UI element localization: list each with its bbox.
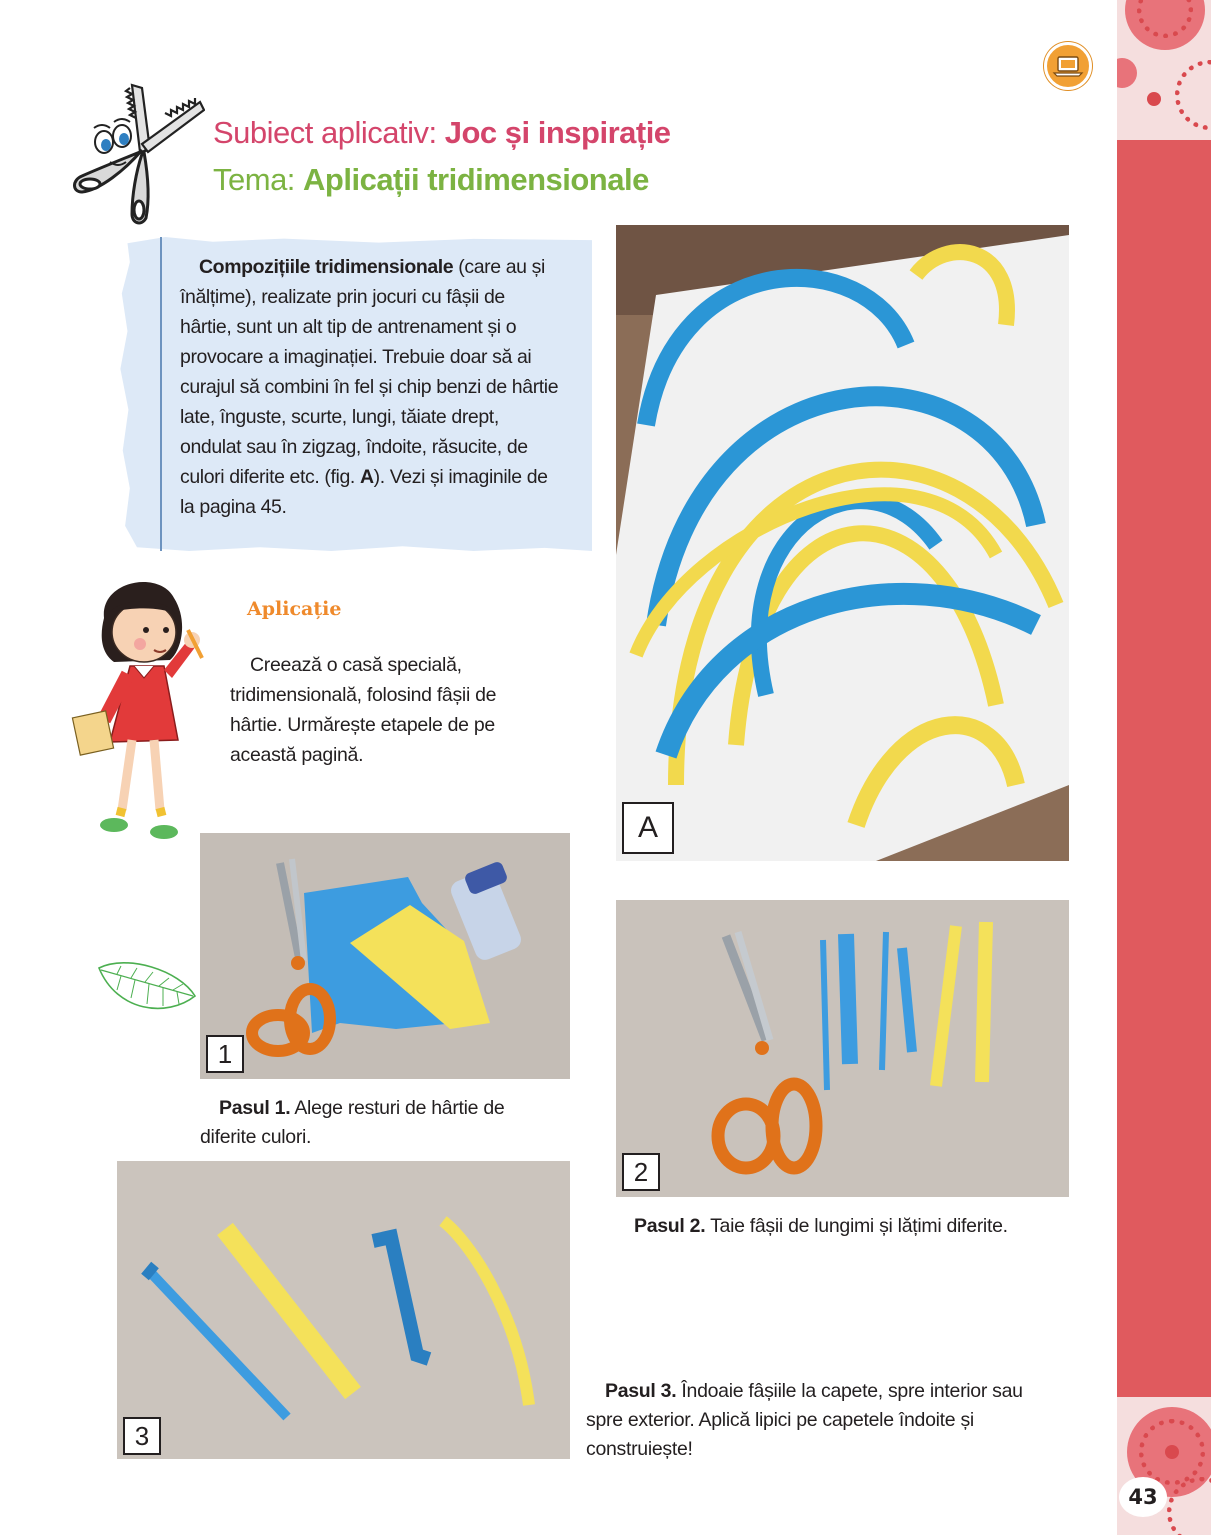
step-1-photo — [200, 833, 570, 1079]
info-box-rule — [160, 237, 162, 551]
subject-label: Subiect aplicativ: — [213, 115, 445, 150]
step-3-text: Îndoaie fâșiile la capete, spre interior sau spre exterior. Aplică lipici pe capetele îndoite și construiește! — [586, 1380, 1023, 1460]
step-2-text: Taie fâșii de lungimi și lățimi diferite. — [705, 1215, 1008, 1237]
step-2-photo — [616, 900, 1069, 1197]
application-title: Aplicație — [247, 598, 342, 620]
info-box-text — [180, 252, 560, 522]
topic-heading — [213, 162, 649, 198]
subject-value: Joc și inspirație — [444, 115, 671, 150]
figure-a-photo — [616, 225, 1069, 861]
application-text: Creează o casă specială, tridimensională, folosind fâșii de hârtie. Urmărește etapele de pe această pagină. — [230, 654, 497, 766]
info-bold-lead: Compozițiile tridimensionale — [199, 256, 454, 278]
topic-label: Tema: — [213, 162, 304, 197]
subject-heading — [213, 115, 671, 151]
laptop-icon[interactable] — [1044, 42, 1092, 90]
decorative-side-band — [1117, 0, 1211, 1535]
scissors-character-icon — [70, 80, 205, 225]
step-3-bold: Pasul 3. — [605, 1380, 677, 1402]
step-2-caption — [634, 1212, 1074, 1241]
info-fig-ref: A — [359, 466, 374, 488]
step-2-label: 2 — [622, 1153, 660, 1191]
step-3-photo — [117, 1161, 570, 1459]
topic-value: Aplicații tridimensionale — [303, 162, 649, 197]
step-3-label: 3 — [123, 1417, 161, 1455]
info-text-part-2: ). Vezi și imaginile de la pagina 45. — [180, 466, 548, 518]
step-1-caption — [200, 1094, 540, 1152]
info-text-part-1: (care au și înălțime), realizate prin jocuri cu fâșii de hârtie, sunt un alt tip de antrenament și o provocare a imaginației. Trebuie doar să ai curajul să combini în fel și chip benzi de hârtie late, înguste, scurte, lungi, tăiate drept, ondulat sau în zigzag, îndoite, răsucite, de culori diferite etc. (fig. — [180, 256, 559, 488]
step-1-bold: Pasul 1. — [219, 1097, 291, 1119]
page-number: 43 — [1119, 1477, 1167, 1517]
decorative-pattern-top — [1117, 0, 1211, 140]
step-1-label: 1 — [206, 1035, 244, 1073]
step-1-text: Alege resturi de hârtie de diferite culori. — [200, 1097, 505, 1148]
figure-a-label: A — [622, 802, 674, 854]
girl-illustration — [70, 570, 220, 845]
leaf-icon — [97, 960, 197, 1016]
step-2-bold: Pasul 2. — [634, 1215, 706, 1237]
step-3-caption — [586, 1377, 1026, 1464]
